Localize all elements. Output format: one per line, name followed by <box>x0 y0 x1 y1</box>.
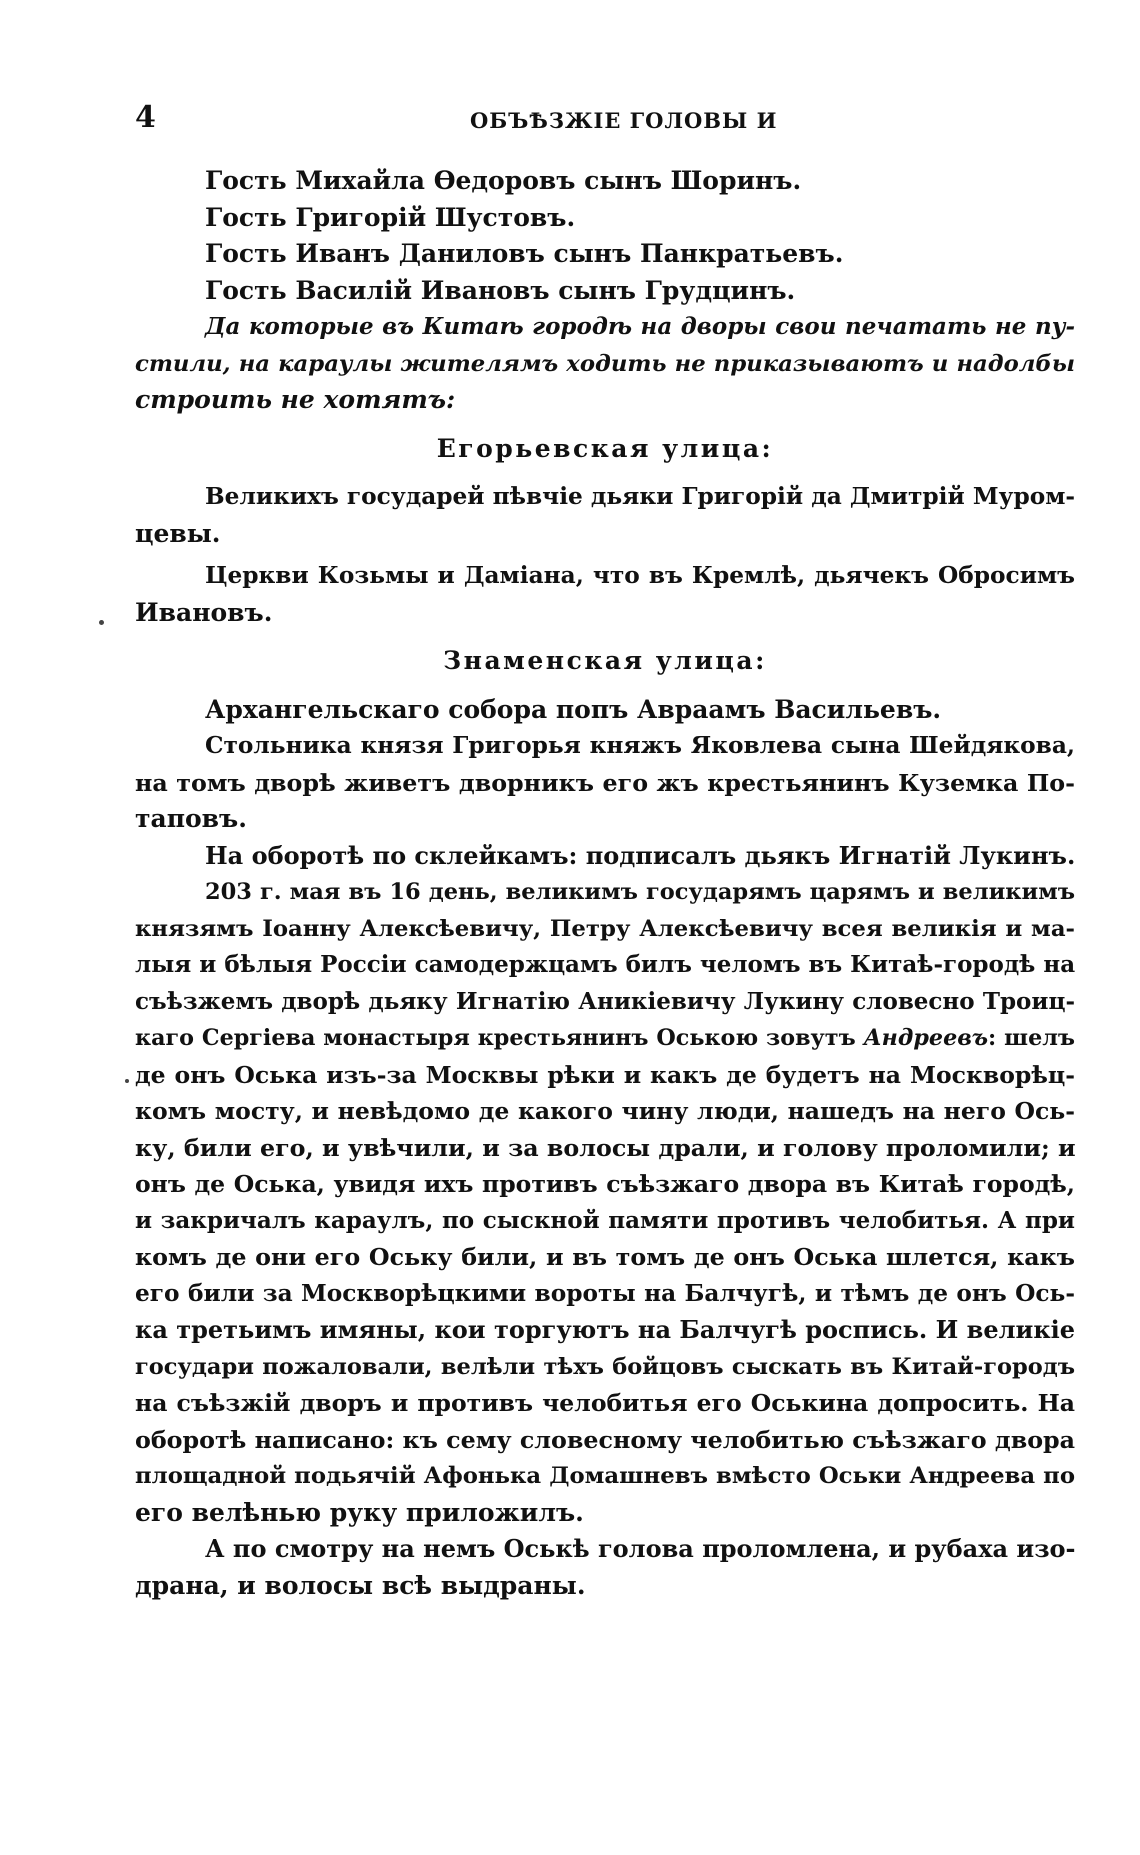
text-line: его велѣнью руку приложилъ. <box>135 1497 584 1527</box>
text-line: де онъ Оська изъ-за Москвы рѣки и какъ де будетъ на Москворѣц- <box>135 1060 1075 1089</box>
text-line: драна, и волосы всѣ выдраны. <box>135 1570 586 1600</box>
text-line: комъ де они его Оську били, и въ томъ де онъ Оська шлется, какъ <box>135 1243 1075 1271</box>
text-line: онъ де Оська, увидя ихъ противъ съѣзжаго двора въ Китаѣ городѣ, <box>135 1170 1075 1198</box>
text-line: цевы. <box>135 518 221 548</box>
text-line-with-italic-name: каго Сергіева монастыря крестьянинъ Оською зовутъ Андреевъ: шелъ <box>135 1025 1075 1051</box>
text-line: Церкви Козьмы и Даміана, что въ Кремлѣ, дьячекъ Обросимъ <box>205 562 1075 589</box>
text-line: 203 г. мая въ 16 день, великимъ государямъ царямъ и великимъ <box>205 879 1075 905</box>
text-line: съѣзжемъ дворѣ дьяку Игнатію Аникіевичу Лукину словесно Троиц- <box>135 987 1075 1015</box>
italic-text-line: Да которые въ Китаѣ городѣ на дворы свои печатать не пу- <box>205 313 1075 340</box>
text-line: Гость Василій Ивановъ сынъ Грудцинъ. <box>205 275 796 305</box>
text-line: Гость Григорій Шустовъ. <box>205 202 576 232</box>
text-line: Гость Иванъ Даниловъ сынъ Панкратьевъ. <box>205 239 844 268</box>
text-line: его били за Москворѣцкими вороты на Балчугѣ, и тѣмъ де онъ Ось- <box>135 1279 1075 1307</box>
text-line: Гость Михайла Ѳедоровъ сынъ Шоринъ. <box>205 166 802 195</box>
text-line: Архангельскаго собора попъ Авраамъ Васильевъ. <box>205 694 942 724</box>
text-line: государи пожаловали, велѣли тѣхъ бойцовъ сыскать въ Китай-городъ <box>135 1353 1075 1380</box>
body-text <box>135 163 1075 1604</box>
text-line: Стольника князя Григорья княжъ Яковлева сына Шейдякова, <box>205 732 1075 759</box>
text-line: оборотѣ написано: къ сему словесному челобитью съѣзжаго двора <box>135 1425 1076 1454</box>
italic-text-line: строить не хотятъ: <box>135 385 456 414</box>
text-line: А по смотру на немъ Оськѣ голова проломлена, и рубаха изо- <box>205 1534 1076 1563</box>
text-line: таповъ. <box>135 804 247 833</box>
section-heading-znamenskaya: Знаменская улица: <box>443 646 767 675</box>
text-line: комъ мосту, и невѣдомо де какого чину люди, нашедъ на него Ось- <box>135 1097 1075 1125</box>
margin-speck <box>99 620 104 625</box>
section-heading-egorievskaya: Егорьевская улица: <box>436 433 774 463</box>
italic-name: Андреевъ <box>863 1025 989 1051</box>
text-line: и закричалъ караулъ, по сыскной памяти противъ челобитья. А при <box>135 1206 1075 1234</box>
running-head: ОБЪѢЗЖІЕ ГОЛОВЫ И <box>470 108 778 133</box>
text-line: На оборотѣ по склейкамъ: подписалъ дьякъ Игнатій Лукинъ. <box>205 840 1076 870</box>
text-line: ку, били его, и увѣчили, и за волосы драли, и голову проломили; и <box>135 1133 1076 1162</box>
text-line: Великихъ государей пѣвчіе дьяки Григорій да Дмитрій Муром- <box>205 483 1076 510</box>
text-line: на томъ дворѣ живетъ дворникъ его жъ крестьянинъ Куземка По- <box>135 768 1075 797</box>
margin-speck <box>125 1079 129 1083</box>
text-line: на съѣзжій дворъ и противъ челобитья его Оськина допросить. На <box>135 1389 1075 1417</box>
page-number: 4 <box>135 100 156 135</box>
text-line: лыя и бѣлыя Россіи самодержцамъ билъ челомъ въ Китаѣ-городѣ на <box>135 951 1076 978</box>
text-line: площадной подьячій Афонька Домашневъ вмѣсто Оськи Андреева по <box>135 1463 1075 1489</box>
page-header <box>135 100 1035 140</box>
text-line: Ивановъ. <box>135 597 273 627</box>
text-line: ка третьимъ имяны, кои торгуютъ на Балчугѣ роспись. И великіе <box>135 1315 1076 1344</box>
text-line: князямъ Іоанну Алексѣевичу, Петру Алексѣевичу всея великія и ма- <box>135 915 1075 942</box>
italic-text-line: стили, на караулы жителямъ ходить не приказываютъ и надолбы <box>135 350 1075 377</box>
